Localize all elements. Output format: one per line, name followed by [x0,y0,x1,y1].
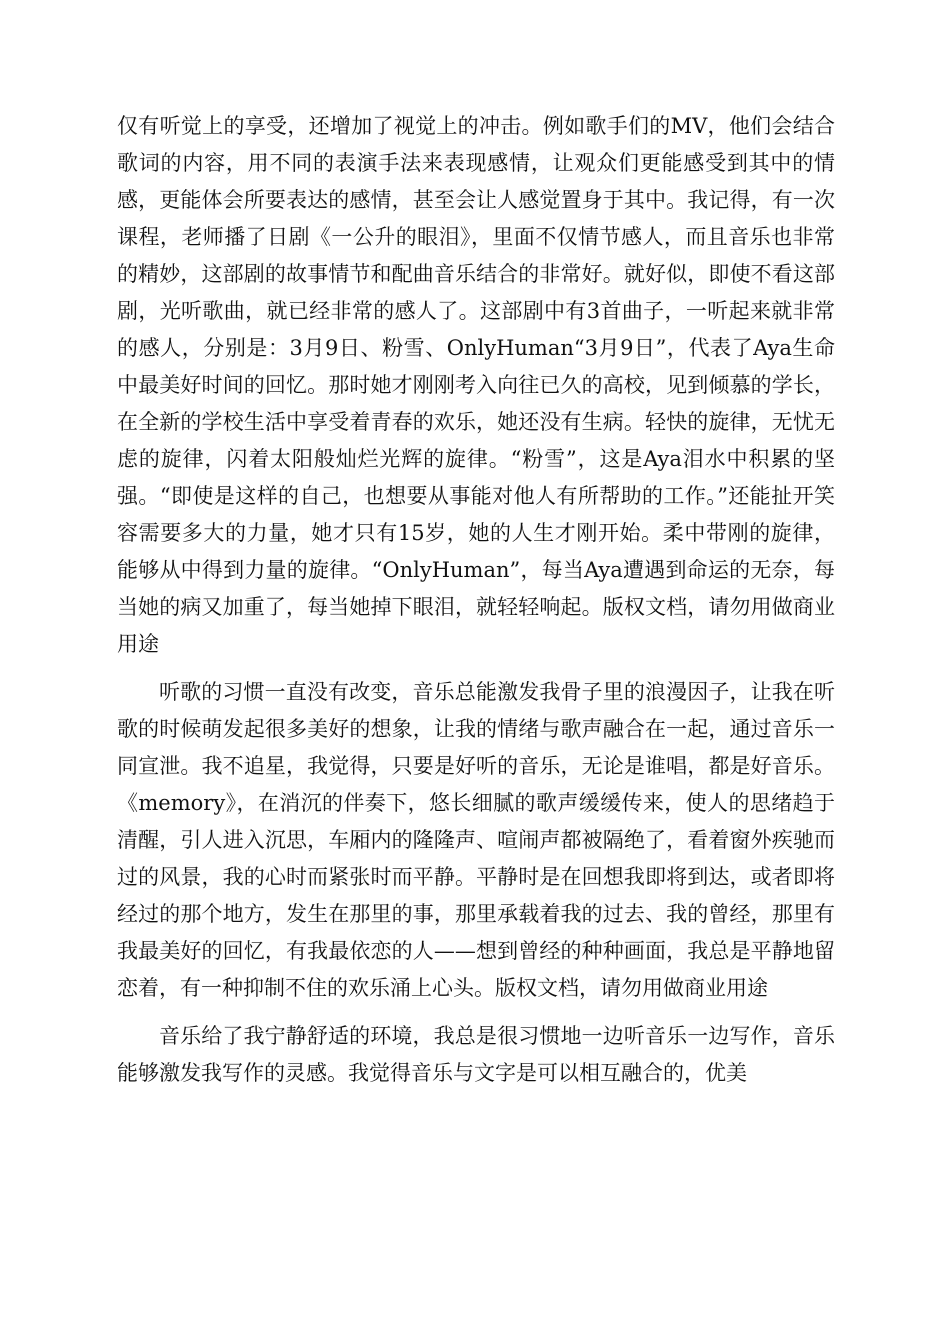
paragraph-3: 音乐给了我宁静舒适的环境，我总是很习惯地一边听音乐一边写作，音乐能够激发我写作的灵感。我觉得音乐与文字是可以相互融合的，优美 [117,1024,835,1085]
paragraph-2: 听歌的习惯一直没有改变，音乐总能激发我骨子里的浪漫因子，让我在听歌的时候萌发起很多美好的想象，让我的情绪与歌声融合在一起，通过音乐一同宣泄。我不追星，我觉得，只要是好听的音乐，无论是谁唱，都是好音乐。《memory》，在消沉的伴奏下，悠长细腻的歌声缓缓传来，使人的思绪趋于清醒，引人进入沉思，车厢内的隆隆声、喧闹声都被隔绝了，看着窗外疾驰而过的风景，我的心时而紧张时而平静。平静时是在回想我即将到达，或者即将经过的那个地方，发生在那里的事，那里承载着我的过去、我的曾经，那里有我最美好的回忆，有我最依恋的人——想到曾经的种种画面，我总是平静地留恋着，有一种抑制不住的欢乐涌上心头。版权文档，请勿用做商业用途 [117,680,835,1000]
paragraph-1: 仅有听觉上的享受，还增加了视觉上的冲击。例如歌手们的MV，他们会结合歌词的内容，用不同的表演手法来表现感情，让观众们更能感受到其中的情感，更能体会所要表达的感情，甚至会让人感觉置身于其中。我记得，有一次课程，老师播了日剧《一公升的眼泪》，里面不仅情节感人，而且音乐也非常的精妙，这部剧的故事情节和配曲音乐结合的非常好。就好似，即使不看这部剧，光听歌曲，就已经非常的感人了。这部剧中有3首曲子，一听起来就非常的感人，分别是：3月9日、粉雪、OnlyHuman“3月9日”，代表了Aya生命中最美好时间的回忆。那时她才刚刚考入向往已久的高校，见到倾慕的学长，在全新的学校生活中享受着青春的欢乐，她还没有生病。轻快的旋律，无忧无虑的旋律，闪着太阳般灿烂光辉的旋律。“粉雪”，这是Aya泪水中积累的坚强。“即使是这样的自己，也想要从事能对他人有所帮助的工作。”还能扯开笑容需要多大的力量，她才只有15岁，她的人生才刚开始。柔中带刚的旋律，能够从中得到力量的旋律。“OnlyHuman”，每当Aya遭遇到命运的无奈，每当她的病又加重了，每当她掉下眼泪，就轻轻响起。版权文档，请勿用做商业用途 [117,114,835,656]
document-body [117,108,835,1092]
